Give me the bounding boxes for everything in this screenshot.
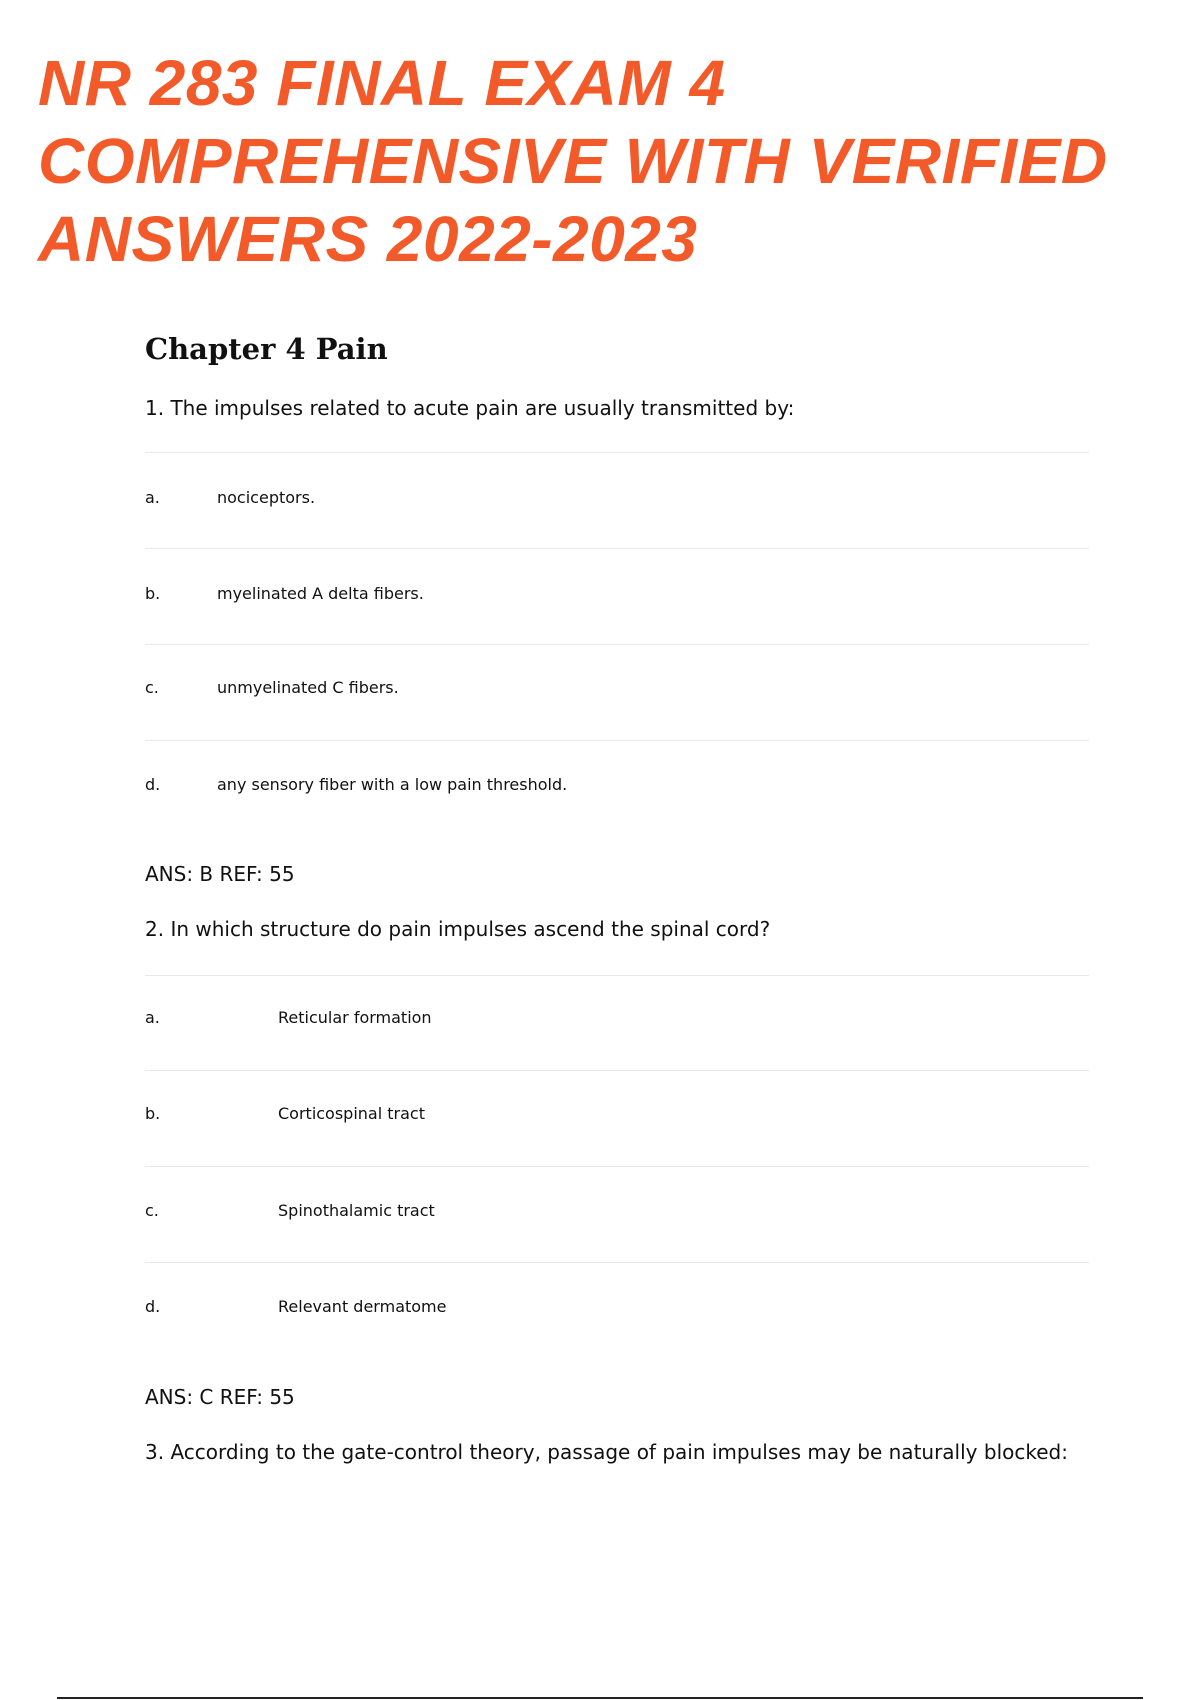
question-2-answer: ANS: C REF: 55 xyxy=(145,1385,295,1409)
divider xyxy=(145,1070,1089,1071)
option-letter: b. xyxy=(145,584,161,603)
question-2-option-b xyxy=(145,1100,1089,1128)
option-letter: c. xyxy=(145,678,159,697)
option-text: myelinated A delta fibers. xyxy=(217,584,424,603)
option-text: Corticospinal tract xyxy=(278,1104,425,1123)
page-bottom-rule xyxy=(57,1697,1143,1699)
chapter-heading: Chapter 4 Pain xyxy=(145,332,388,366)
question-1: 1. The impulses related to acute pain are usually transmitted by: xyxy=(145,396,795,420)
question-1-option-c xyxy=(145,674,1089,702)
divider xyxy=(145,452,1089,453)
option-text: any sensory fiber with a low pain threshold. xyxy=(217,775,568,794)
option-letter: c. xyxy=(145,1201,159,1220)
divider xyxy=(145,740,1089,741)
title-line-1: NR 283 FINAL EXAM 4 xyxy=(38,47,726,119)
question-2-option-a xyxy=(145,1004,1089,1032)
option-letter: a. xyxy=(145,1008,160,1027)
option-text: Spinothalamic tract xyxy=(278,1201,435,1220)
question-3: 3. According to the gate-control theory, passage of pain impulses may be naturally blocked: xyxy=(145,1440,1068,1464)
title-line-3: ANSWERS 2022-2023 xyxy=(38,203,698,275)
question-1-option-d xyxy=(145,771,1089,799)
question-1-option-a xyxy=(145,484,1089,512)
option-letter: b. xyxy=(145,1104,161,1123)
question-1-option-b xyxy=(145,580,1089,608)
option-letter: d. xyxy=(145,1297,161,1316)
option-text: unmyelinated C fibers. xyxy=(217,678,399,697)
option-letter: d. xyxy=(145,775,161,794)
option-text: Reticular formation xyxy=(278,1008,432,1027)
title-line-2: COMPREHENSIVE WITH VERIFIED xyxy=(38,125,1108,197)
option-text: nociceptors. xyxy=(217,488,316,507)
option-text: Relevant dermatome xyxy=(278,1297,447,1316)
divider xyxy=(145,644,1089,645)
divider xyxy=(145,975,1089,976)
document-title xyxy=(38,44,1178,278)
divider xyxy=(145,1262,1089,1263)
question-2-option-d xyxy=(145,1293,1089,1321)
question-2-option-c xyxy=(145,1197,1089,1225)
divider xyxy=(145,1166,1089,1167)
question-1-answer: ANS: B REF: 55 xyxy=(145,862,295,886)
option-letter: a. xyxy=(145,488,160,507)
question-2: 2. In which structure do pain impulses ascend the spinal cord? xyxy=(145,917,771,941)
divider xyxy=(145,548,1089,549)
